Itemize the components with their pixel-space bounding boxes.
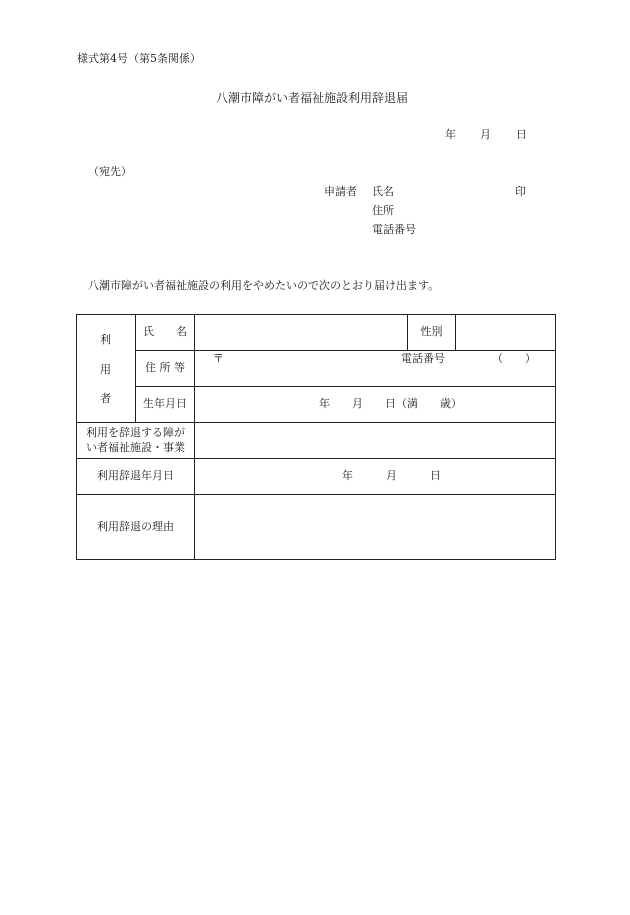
birthdate-value[interactable]: 年 月 日（満 歳） xyxy=(319,397,462,411)
document-title: 八潮市障がい者福祉施設利用辞退届 xyxy=(216,91,409,105)
applicant-name-label: 氏名 xyxy=(372,185,394,198)
birthdate-label: 生年月日 xyxy=(143,397,187,411)
postal-mark: 〒 xyxy=(213,352,224,365)
facility-label-line-1: 利用を辞退する障が xyxy=(86,426,185,440)
seal-mark: 印 xyxy=(515,185,526,198)
form-number: 様式第4号（第5条関係） xyxy=(77,52,201,65)
date-day-label: 日 xyxy=(516,128,527,141)
applicant-phone-label: 電話番号 xyxy=(372,223,416,236)
intro-text: 八潮市障がい者福祉施設の利用をやめたいので次のとおり届け出ます。 xyxy=(88,279,440,292)
date-month-label: 月 xyxy=(480,128,491,141)
name-input[interactable] xyxy=(195,315,407,350)
address-label: 住 所 等 xyxy=(145,361,185,375)
phone-parens: （ ） xyxy=(492,352,536,365)
addressee-label: （宛先） xyxy=(88,165,132,178)
facility-label-line-2: い者福祉施設・事業 xyxy=(86,440,185,454)
table-phone-label: 電話番号 xyxy=(401,352,445,365)
withdraw-date-value[interactable]: 年 月 日 xyxy=(342,469,441,483)
applicant-label: 申請者 xyxy=(324,185,357,198)
user-label-char-3: 者 xyxy=(100,392,111,405)
user-label-char-1: 利 xyxy=(100,333,111,346)
gender-label: 性別 xyxy=(420,325,443,339)
reason-label: 利用辞退の理由 xyxy=(97,519,174,533)
applicant-address-label: 住所 xyxy=(372,204,394,217)
facility-label xyxy=(77,423,194,458)
facility-input[interactable] xyxy=(195,423,555,458)
reason-input[interactable] xyxy=(195,495,555,559)
gender-input[interactable] xyxy=(456,315,555,350)
withdraw-date-label: 利用辞退年月日 xyxy=(97,469,174,483)
user-label-char-2: 用 xyxy=(100,363,111,376)
date-year-label: 年 xyxy=(445,128,456,141)
name-label: 氏 名 xyxy=(143,325,187,339)
